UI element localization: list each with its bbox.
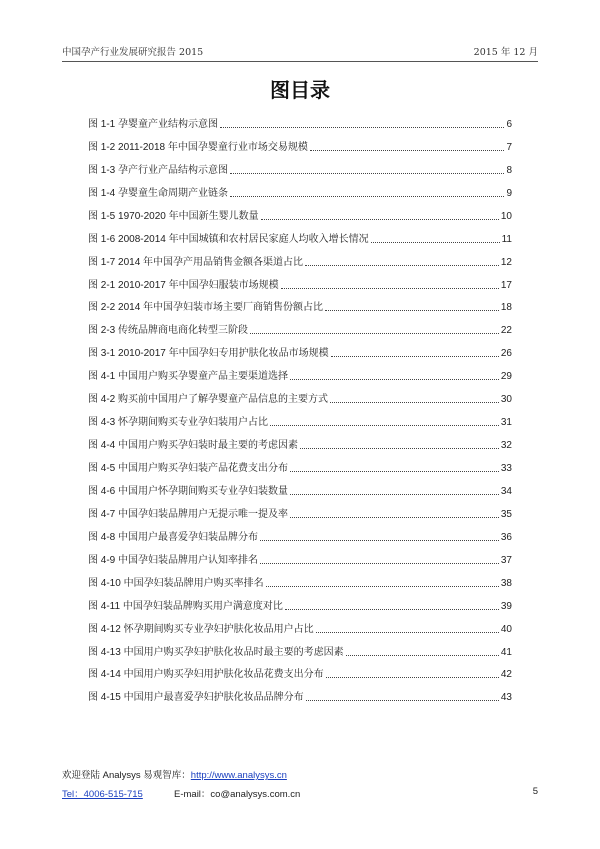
- toc-entry-page: 26: [500, 348, 512, 360]
- toc-entry[interactable]: [88, 406, 512, 429]
- toc-leader-dots: [270, 425, 499, 426]
- toc-entry[interactable]: [88, 131, 512, 154]
- page-number: 5: [532, 786, 538, 797]
- toc-entry-label: 图 4-3 怀孕期间购买专业孕妇装用户占比: [88, 417, 269, 429]
- toc-entry-page: 37: [500, 554, 512, 566]
- toc-entry-page: 43: [500, 692, 512, 704]
- toc-entry[interactable]: [88, 223, 512, 246]
- toc-leader-dots: [230, 196, 504, 197]
- toc-entry-label: 图 4-4 中国用户购买孕妇装时最主要的考虑因素: [88, 440, 299, 452]
- toc-entry[interactable]: [88, 567, 512, 590]
- toc-entry-page: 17: [500, 279, 512, 291]
- toc-leader-dots: [266, 586, 499, 587]
- toc-leader-dots: [300, 448, 499, 449]
- toc-leader-dots: [290, 379, 499, 380]
- toc-entry[interactable]: [88, 314, 512, 337]
- footer-website-line: [62, 767, 538, 781]
- toc-entry-label: 图 4-14 中国用户购买孕妇用护肤化妆品花费支出分布: [88, 669, 324, 681]
- toc-entry-page: 10: [500, 210, 512, 222]
- footer-tel[interactable]: Tel：4006-515-715: [62, 789, 143, 800]
- footer-contact-line: [62, 786, 538, 800]
- figure-list: [88, 108, 512, 704]
- toc-entry[interactable]: [88, 108, 512, 131]
- toc-entry[interactable]: [88, 636, 512, 659]
- toc-entry-page: 30: [500, 394, 512, 406]
- toc-entry-page: 34: [500, 485, 512, 497]
- toc-leader-dots: [250, 333, 499, 334]
- toc-entry[interactable]: [88, 498, 512, 521]
- header-divider: [62, 61, 538, 62]
- toc-leader-dots: [371, 242, 500, 243]
- toc-entry[interactable]: [88, 360, 512, 383]
- toc-entry-page: 11: [501, 233, 512, 245]
- toc-entry-label: 图 1-5 1970-2020 年中国新生婴儿数量: [88, 210, 259, 222]
- toc-entry-label: 图 1-4 孕婴童生命周期产业链条: [88, 187, 229, 199]
- toc-leader-dots: [230, 173, 504, 174]
- toc-entry[interactable]: [88, 246, 512, 269]
- footer-welcome-text: 欢迎登陆 Analysys 易观智库：: [62, 770, 191, 781]
- toc-leader-dots: [290, 494, 499, 495]
- toc-entry-label: 图 2-1 2010-2017 年中国孕妇服装市场规模: [88, 279, 279, 291]
- toc-leader-dots: [331, 356, 499, 357]
- toc-entry-page: 39: [500, 600, 512, 612]
- toc-entry[interactable]: [88, 452, 512, 475]
- toc-entry-page: 38: [500, 577, 512, 589]
- toc-entry-page: 8: [506, 164, 512, 176]
- toc-leader-dots: [290, 517, 499, 518]
- toc-leader-dots: [310, 150, 505, 151]
- toc-entry-page: 29: [500, 371, 512, 383]
- toc-entry-page: 35: [500, 508, 512, 520]
- toc-leader-dots: [346, 655, 499, 656]
- header-report-title: 中国孕产行业发展研究报告 2015: [62, 47, 204, 58]
- header-date: 2015 年 12 月: [473, 47, 538, 58]
- toc-leader-dots: [316, 632, 499, 633]
- toc-leader-dots: [285, 609, 499, 610]
- toc-entry[interactable]: [88, 200, 512, 223]
- page-title: 图目录: [270, 78, 330, 102]
- toc-entry[interactable]: [88, 177, 512, 200]
- toc-entry-label: 图 1-7 2014 年中国孕产用品销售金额各渠道占比: [88, 256, 304, 268]
- toc-entry-page: 31: [500, 417, 512, 429]
- toc-entry[interactable]: [88, 269, 512, 292]
- toc-entry[interactable]: [88, 544, 512, 567]
- toc-entry-label: 图 4-7 中国孕妇装品牌用户无提示唯一提及率: [88, 508, 289, 520]
- toc-leader-dots: [220, 127, 504, 128]
- toc-leader-dots: [261, 219, 499, 220]
- toc-leader-dots: [305, 265, 499, 266]
- footer-email: E-mail：co@analysys.com.cn: [174, 789, 301, 800]
- toc-entry-label: 图 1-6 2008-2014 年中国城镇和农村居民家庭人均收入增长情况: [88, 233, 369, 245]
- toc-entry-label: 图 2-3 传统品牌商电商化转型三阶段: [88, 325, 249, 337]
- toc-entry-label: 图 4-15 中国用户最喜爱孕妇护肤化妆品品牌分布: [88, 692, 304, 704]
- toc-entry-page: 7: [506, 141, 512, 153]
- toc-leader-dots: [260, 540, 499, 541]
- toc-leader-dots: [306, 700, 499, 701]
- toc-entry-label: 图 2-2 2014 年中国孕妇装市场主要厂商销售份额占比: [88, 302, 324, 314]
- toc-entry-page: 33: [500, 463, 512, 474]
- toc-entry[interactable]: [88, 521, 512, 544]
- toc-leader-dots: [325, 310, 499, 311]
- toc-entry-label: 图 4-1 中国用户购买孕婴童产品主要渠道选择: [88, 371, 289, 383]
- toc-entry-label: 图 1-1 孕婴童产业结构示意图: [88, 118, 219, 130]
- toc-entry-page: 32: [500, 440, 512, 452]
- toc-entry[interactable]: [88, 590, 512, 613]
- toc-leader-dots: [290, 471, 499, 472]
- toc-entry[interactable]: [88, 429, 512, 452]
- toc-entry-label: 图 1-2 2011-2018 年中国孕婴童行业市场交易规模: [88, 141, 308, 153]
- toc-entry-page: 6: [506, 118, 512, 130]
- toc-entry-page: 42: [500, 669, 512, 681]
- toc-entry-label: 图 1-3 孕产行业产品结构示意图: [88, 164, 229, 176]
- toc-entry-page: 40: [500, 623, 512, 635]
- toc-entry[interactable]: [88, 613, 512, 636]
- toc-entry-label: 图 4-8 中国用户最喜爱孕妇装品牌分布: [88, 531, 259, 543]
- toc-entry-page: 18: [500, 302, 512, 314]
- toc-leader-dots: [281, 288, 499, 289]
- toc-entry-label: 图 4-9 中国孕妇装品牌用户认知率排名: [88, 554, 259, 566]
- toc-entry[interactable]: [88, 383, 512, 406]
- toc-entry-label: 图 4-10 中国孕妇装品牌用户购买率排名: [88, 577, 264, 589]
- toc-entry[interactable]: [88, 154, 512, 177]
- toc-leader-dots: [326, 677, 499, 678]
- toc-entry-label: 图 3-1 2010-2017 年中国孕妇专用护肤化妆品市场规模: [88, 348, 329, 360]
- toc-entry-label: 图 4-12 怀孕期间购买专业孕妇护肤化妆品用户占比: [88, 623, 314, 635]
- toc-entry-page: 22: [500, 325, 512, 337]
- toc-entry-label: 图 4-5 中国用户购买孕妇装产品花费支出分布: [88, 463, 289, 474]
- footer-website-link[interactable]: http://www.analysys.cn: [190, 770, 287, 781]
- toc-entry[interactable]: [88, 681, 512, 704]
- toc-entry[interactable]: [88, 292, 512, 315]
- toc-entry-label: 图 4-13 中国用户购买孕妇护肤化妆品时最主要的考虑因素: [88, 646, 344, 658]
- toc-entry[interactable]: [88, 475, 512, 498]
- toc-entry-page: 9: [506, 187, 512, 199]
- toc-entry-page: 36: [500, 531, 512, 543]
- toc-entry-page: 41: [500, 646, 512, 658]
- toc-entry-label: 图 4-11 中国孕妇装品牌购买用户满意度对比: [88, 600, 283, 612]
- toc-entry-label: 图 4-2 购买前中国用户了解孕婴童产品信息的主要方式: [88, 394, 329, 406]
- toc-leader-dots: [260, 563, 499, 564]
- page-header: [62, 44, 538, 60]
- toc-entry[interactable]: [88, 337, 512, 360]
- toc-leader-dots: [330, 402, 499, 403]
- toc-entry-page: 12: [500, 256, 512, 268]
- toc-entry-label: 图 4-6 中国用户怀孕期间购买专业孕妇装数量: [88, 485, 289, 497]
- toc-entry[interactable]: [88, 659, 512, 682]
